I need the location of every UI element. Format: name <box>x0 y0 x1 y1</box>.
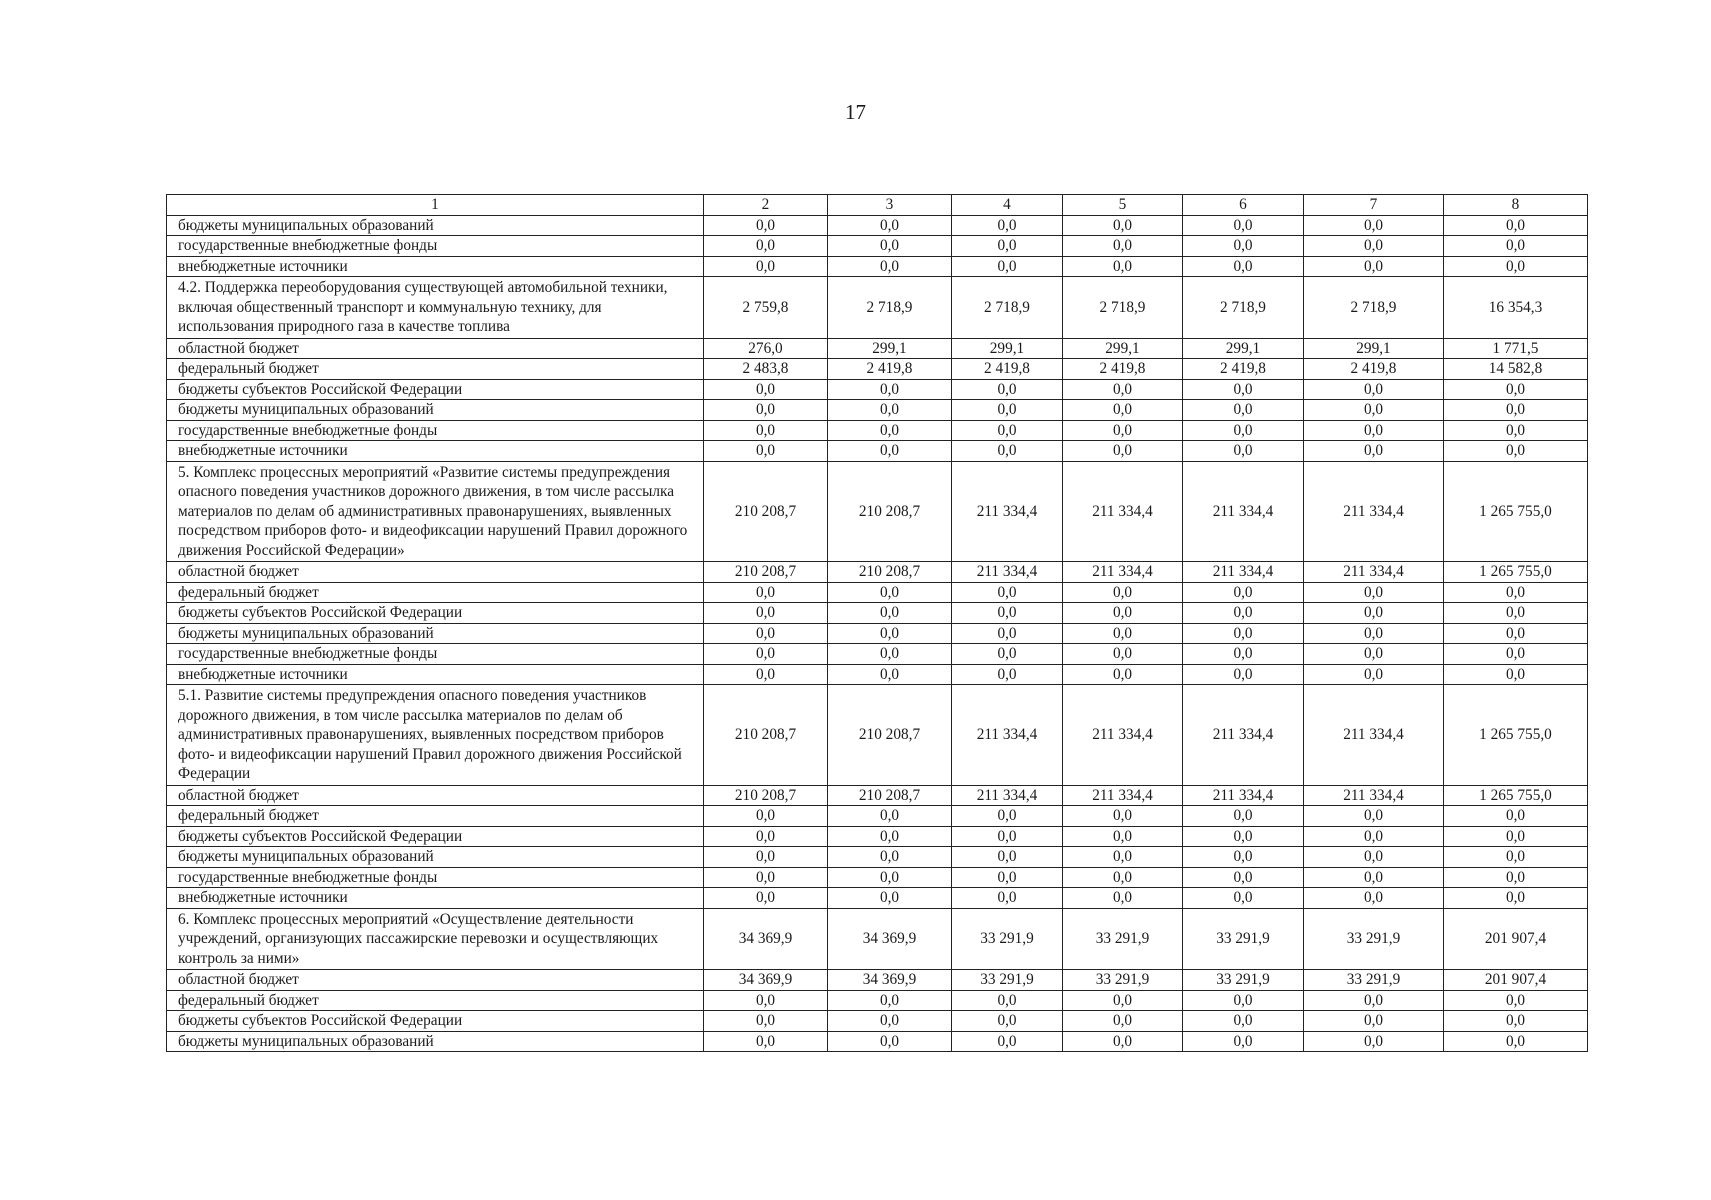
table-row <box>167 1031 1588 1052</box>
row-value: 0,0 <box>1183 867 1304 888</box>
row-value: 299,1 <box>828 338 952 359</box>
row-value: 0,0 <box>1063 603 1183 624</box>
row-value: 211 334,4 <box>1304 685 1444 786</box>
row-value: 0,0 <box>1444 990 1588 1011</box>
table-body <box>167 195 1588 1052</box>
row-value: 0,0 <box>1183 806 1304 827</box>
row-value: 0,0 <box>704 664 828 685</box>
row-value: 210 208,7 <box>828 785 952 806</box>
row-value: 0,0 <box>1183 215 1304 236</box>
header-row <box>167 195 1588 216</box>
table-row <box>167 359 1588 380</box>
row-value: 0,0 <box>828 847 952 868</box>
header-cell: 6 <box>1183 195 1304 216</box>
table-row <box>167 441 1588 462</box>
budget-table <box>166 194 1588 1052</box>
table-row <box>167 685 1588 786</box>
row-value: 0,0 <box>1183 990 1304 1011</box>
table-row <box>167 236 1588 257</box>
row-label: областной бюджет <box>167 970 704 991</box>
table-row <box>167 562 1588 583</box>
header-cell: 5 <box>1063 195 1183 216</box>
row-value: 0,0 <box>1444 379 1588 400</box>
row-value: 0,0 <box>1444 623 1588 644</box>
row-value: 2 759,8 <box>704 277 828 339</box>
row-value: 0,0 <box>1063 1031 1183 1052</box>
table-row <box>167 277 1588 339</box>
row-value: 0,0 <box>704 867 828 888</box>
row-value: 0,0 <box>704 847 828 868</box>
row-value: 0,0 <box>704 644 828 665</box>
row-value: 0,0 <box>1304 582 1444 603</box>
row-label: бюджеты субъектов Российской Федерации <box>167 379 704 400</box>
row-value: 0,0 <box>1183 400 1304 421</box>
row-value: 0,0 <box>828 400 952 421</box>
row-value: 211 334,4 <box>1304 461 1444 562</box>
row-value: 211 334,4 <box>1304 562 1444 583</box>
row-value: 201 907,4 <box>1444 908 1588 970</box>
row-value: 0,0 <box>1444 420 1588 441</box>
row-value: 0,0 <box>1444 847 1588 868</box>
row-value: 0,0 <box>1063 826 1183 847</box>
row-label: 5.1. Развитие системы предупреждения опасного поведения участников дорожного движения, в том числе рассылка материалов по делам об административных правонарушениях, выявленных посредством приборов фото- и видеофиксации нарушений Правил дорожного движения Российской Федерации <box>167 685 704 786</box>
row-value: 0,0 <box>1063 806 1183 827</box>
row-label: государственные внебюджетные фонды <box>167 867 704 888</box>
row-value: 201 907,4 <box>1444 970 1588 991</box>
row-value: 0,0 <box>704 215 828 236</box>
row-value: 0,0 <box>1304 990 1444 1011</box>
row-value: 0,0 <box>952 888 1063 909</box>
row-value: 0,0 <box>952 990 1063 1011</box>
row-value: 210 208,7 <box>828 562 952 583</box>
row-value: 0,0 <box>1063 623 1183 644</box>
table-row <box>167 603 1588 624</box>
row-value: 0,0 <box>1304 847 1444 868</box>
row-label: государственные внебюджетные фонды <box>167 420 704 441</box>
row-value: 0,0 <box>1183 664 1304 685</box>
row-value: 34 369,9 <box>828 908 952 970</box>
row-value: 0,0 <box>1304 826 1444 847</box>
row-value: 211 334,4 <box>952 562 1063 583</box>
row-value: 2 419,8 <box>1183 359 1304 380</box>
row-value: 0,0 <box>1444 1011 1588 1032</box>
row-value: 2 419,8 <box>952 359 1063 380</box>
table-row <box>167 908 1588 970</box>
row-value: 0,0 <box>952 847 1063 868</box>
row-value: 0,0 <box>952 623 1063 644</box>
row-value: 0,0 <box>704 236 828 257</box>
row-value: 2 718,9 <box>1183 277 1304 339</box>
row-label: внебюджетные источники <box>167 256 704 277</box>
row-value: 0,0 <box>952 806 1063 827</box>
table-row <box>167 420 1588 441</box>
table-row <box>167 256 1588 277</box>
row-value: 0,0 <box>1183 582 1304 603</box>
row-label: бюджеты субъектов Российской Федерации <box>167 826 704 847</box>
row-value: 2 419,8 <box>1304 359 1444 380</box>
row-value: 0,0 <box>1063 847 1183 868</box>
row-value: 0,0 <box>1304 236 1444 257</box>
page-number: 17 <box>845 100 866 124</box>
row-value: 0,0 <box>952 256 1063 277</box>
row-label: федеральный бюджет <box>167 806 704 827</box>
row-value: 0,0 <box>828 806 952 827</box>
row-value: 33 291,9 <box>1304 908 1444 970</box>
row-value: 0,0 <box>1063 867 1183 888</box>
row-value: 2 718,9 <box>1304 277 1444 339</box>
row-label: государственные внебюджетные фонды <box>167 644 704 665</box>
row-value: 0,0 <box>1063 644 1183 665</box>
row-value: 0,0 <box>704 990 828 1011</box>
row-value: 0,0 <box>1183 379 1304 400</box>
row-value: 0,0 <box>1444 441 1588 462</box>
row-value: 0,0 <box>704 806 828 827</box>
row-value: 33 291,9 <box>1304 970 1444 991</box>
header-cell: 7 <box>1304 195 1444 216</box>
row-value: 0,0 <box>1183 1011 1304 1032</box>
row-value: 0,0 <box>1444 1031 1588 1052</box>
row-value: 0,0 <box>1444 582 1588 603</box>
row-label: внебюджетные источники <box>167 441 704 462</box>
table-row <box>167 826 1588 847</box>
row-label: бюджеты субъектов Российской Федерации <box>167 603 704 624</box>
row-label: бюджеты муниципальных образований <box>167 1031 704 1052</box>
row-value: 0,0 <box>1304 379 1444 400</box>
table-row <box>167 338 1588 359</box>
row-value: 210 208,7 <box>704 461 828 562</box>
row-label: внебюджетные источники <box>167 888 704 909</box>
row-value: 33 291,9 <box>1183 970 1304 991</box>
row-label: государственные внебюджетные фонды <box>167 236 704 257</box>
row-value: 0,0 <box>952 664 1063 685</box>
row-value: 0,0 <box>828 441 952 462</box>
row-value: 0,0 <box>704 1011 828 1032</box>
table-row <box>167 379 1588 400</box>
row-value: 1 265 755,0 <box>1444 461 1588 562</box>
row-value: 210 208,7 <box>704 562 828 583</box>
row-value: 0,0 <box>1183 847 1304 868</box>
row-label: бюджеты муниципальных образований <box>167 400 704 421</box>
row-value: 0,0 <box>1183 644 1304 665</box>
row-label: областной бюджет <box>167 562 704 583</box>
row-value: 211 334,4 <box>1063 562 1183 583</box>
row-value: 210 208,7 <box>828 461 952 562</box>
row-value: 1 771,5 <box>1444 338 1588 359</box>
row-value: 0,0 <box>828 236 952 257</box>
row-value: 0,0 <box>828 603 952 624</box>
row-value: 0,0 <box>1444 664 1588 685</box>
row-value: 211 334,4 <box>1063 785 1183 806</box>
row-value: 0,0 <box>704 603 828 624</box>
row-value: 0,0 <box>1183 256 1304 277</box>
row-value: 0,0 <box>952 826 1063 847</box>
row-value: 0,0 <box>1444 256 1588 277</box>
row-value: 0,0 <box>828 256 952 277</box>
row-value: 0,0 <box>1304 1011 1444 1032</box>
row-value: 0,0 <box>1183 623 1304 644</box>
row-value: 0,0 <box>1444 215 1588 236</box>
row-label: бюджеты муниципальных образований <box>167 847 704 868</box>
table-row <box>167 461 1588 562</box>
row-value: 0,0 <box>1444 826 1588 847</box>
row-value: 211 334,4 <box>952 685 1063 786</box>
row-label: 6. Комплекс процессных мероприятий «Осуществление деятельности учреждений, организующих пассажирские перевозки и осуществляющих контроль за ними» <box>167 908 704 970</box>
table-row <box>167 970 1588 991</box>
table-row <box>167 664 1588 685</box>
row-value: 0,0 <box>1444 236 1588 257</box>
row-value: 0,0 <box>1183 888 1304 909</box>
row-value: 0,0 <box>704 1031 828 1052</box>
row-value: 0,0 <box>1444 888 1588 909</box>
header-cell: 3 <box>828 195 952 216</box>
row-value: 0,0 <box>952 1031 1063 1052</box>
row-value: 2 718,9 <box>1063 277 1183 339</box>
row-value: 299,1 <box>1183 338 1304 359</box>
row-value: 2 419,8 <box>1063 359 1183 380</box>
row-value: 0,0 <box>828 215 952 236</box>
row-value: 0,0 <box>1063 441 1183 462</box>
row-label: 5. Комплекс процессных мероприятий «Развитие системы предупреждения опасного поведения участников дорожного движения, в том числе рассылка материалов по делам об административных правонарушениях, выявленных посредством приборов фото- и видеофиксации нарушений Правил дорожного движения Российской Федерации» <box>167 461 704 562</box>
row-value: 0,0 <box>704 420 828 441</box>
row-label: внебюджетные источники <box>167 664 704 685</box>
row-value: 0,0 <box>704 582 828 603</box>
row-value: 0,0 <box>1444 400 1588 421</box>
row-value: 211 334,4 <box>1183 785 1304 806</box>
row-value: 211 334,4 <box>952 785 1063 806</box>
row-value: 0,0 <box>828 582 952 603</box>
row-value: 0,0 <box>828 1031 952 1052</box>
row-value: 0,0 <box>1304 215 1444 236</box>
row-value: 0,0 <box>952 644 1063 665</box>
row-value: 0,0 <box>952 215 1063 236</box>
row-value: 16 354,3 <box>1444 277 1588 339</box>
row-label: областной бюджет <box>167 338 704 359</box>
row-value: 0,0 <box>1063 379 1183 400</box>
row-value: 0,0 <box>1183 603 1304 624</box>
row-value: 0,0 <box>704 400 828 421</box>
row-value: 0,0 <box>704 256 828 277</box>
row-value: 0,0 <box>952 400 1063 421</box>
table-row <box>167 582 1588 603</box>
row-value: 210 208,7 <box>704 785 828 806</box>
row-value: 34 369,9 <box>704 970 828 991</box>
row-value: 0,0 <box>1063 1011 1183 1032</box>
row-value: 0,0 <box>704 888 828 909</box>
row-value: 33 291,9 <box>952 970 1063 991</box>
header-cell: 2 <box>704 195 828 216</box>
row-value: 0,0 <box>704 379 828 400</box>
row-value: 211 334,4 <box>1063 685 1183 786</box>
table-row <box>167 215 1588 236</box>
row-value: 0,0 <box>1183 420 1304 441</box>
row-value: 0,0 <box>1063 664 1183 685</box>
row-value: 0,0 <box>1183 441 1304 462</box>
header-cell: 4 <box>952 195 1063 216</box>
row-value: 2 718,9 <box>828 277 952 339</box>
row-value: 0,0 <box>1183 826 1304 847</box>
row-value: 0,0 <box>704 441 828 462</box>
table-row <box>167 806 1588 827</box>
row-value: 0,0 <box>1444 603 1588 624</box>
row-value: 0,0 <box>828 888 952 909</box>
row-value: 0,0 <box>1304 420 1444 441</box>
row-value: 211 334,4 <box>1063 461 1183 562</box>
row-value: 0,0 <box>952 1011 1063 1032</box>
row-value: 211 334,4 <box>952 461 1063 562</box>
row-value: 0,0 <box>828 644 952 665</box>
row-value: 0,0 <box>952 420 1063 441</box>
row-value: 34 369,9 <box>704 908 828 970</box>
row-value: 0,0 <box>1304 644 1444 665</box>
row-value: 0,0 <box>1183 1031 1304 1052</box>
row-value: 0,0 <box>828 1011 952 1032</box>
row-value: 0,0 <box>952 582 1063 603</box>
row-value: 34 369,9 <box>828 970 952 991</box>
table-row <box>167 990 1588 1011</box>
row-value: 0,0 <box>1063 888 1183 909</box>
table-row <box>167 785 1588 806</box>
row-value: 210 208,7 <box>704 685 828 786</box>
row-value: 211 334,4 <box>1183 461 1304 562</box>
row-value: 276,0 <box>704 338 828 359</box>
row-value: 1 265 755,0 <box>1444 785 1588 806</box>
table-row <box>167 644 1588 665</box>
row-value: 0,0 <box>1444 806 1588 827</box>
row-value: 0,0 <box>952 441 1063 462</box>
table-row <box>167 1011 1588 1032</box>
row-value: 0,0 <box>1063 420 1183 441</box>
row-value: 0,0 <box>1063 582 1183 603</box>
table-row <box>167 400 1588 421</box>
row-value: 211 334,4 <box>1183 562 1304 583</box>
row-value: 0,0 <box>1063 256 1183 277</box>
row-value: 0,0 <box>1304 623 1444 644</box>
row-value: 0,0 <box>1063 990 1183 1011</box>
row-value: 0,0 <box>704 826 828 847</box>
table-row <box>167 867 1588 888</box>
row-value: 0,0 <box>1444 644 1588 665</box>
row-value: 33 291,9 <box>952 908 1063 970</box>
row-value: 0,0 <box>952 603 1063 624</box>
table-row <box>167 623 1588 644</box>
row-value: 2 718,9 <box>952 277 1063 339</box>
row-value: 211 334,4 <box>1183 685 1304 786</box>
row-value: 0,0 <box>1063 236 1183 257</box>
row-label: федеральный бюджет <box>167 582 704 603</box>
row-value: 0,0 <box>828 826 952 847</box>
row-label: федеральный бюджет <box>167 990 704 1011</box>
row-label: 4.2. Поддержка переоборудования существующей автомобильной техники, включая общественный транспорт и коммунальную технику, для использования природного газа в качестве топлива <box>167 277 704 339</box>
row-value: 33 291,9 <box>1063 908 1183 970</box>
row-value: 0,0 <box>1304 603 1444 624</box>
row-value: 299,1 <box>1063 338 1183 359</box>
row-value: 0,0 <box>1304 867 1444 888</box>
row-value: 33 291,9 <box>1063 970 1183 991</box>
row-value: 0,0 <box>1304 806 1444 827</box>
row-value: 211 334,4 <box>1304 785 1444 806</box>
row-value: 0,0 <box>1183 236 1304 257</box>
row-value: 14 582,8 <box>1444 359 1588 380</box>
row-value: 0,0 <box>952 867 1063 888</box>
row-value: 0,0 <box>1304 441 1444 462</box>
row-value: 33 291,9 <box>1183 908 1304 970</box>
row-value: 1 265 755,0 <box>1444 562 1588 583</box>
row-value: 0,0 <box>828 990 952 1011</box>
row-label: бюджеты субъектов Российской Федерации <box>167 1011 704 1032</box>
row-value: 0,0 <box>952 236 1063 257</box>
table-row <box>167 888 1588 909</box>
row-value: 299,1 <box>952 338 1063 359</box>
row-value: 0,0 <box>1304 888 1444 909</box>
row-value: 210 208,7 <box>828 685 952 786</box>
row-value: 0,0 <box>952 379 1063 400</box>
row-value: 0,0 <box>1304 400 1444 421</box>
row-label: бюджеты муниципальных образований <box>167 623 704 644</box>
row-value: 0,0 <box>828 379 952 400</box>
row-value: 0,0 <box>828 867 952 888</box>
row-value: 0,0 <box>1304 1031 1444 1052</box>
row-value: 0,0 <box>828 664 952 685</box>
row-value: 299,1 <box>1304 338 1444 359</box>
row-value: 0,0 <box>704 623 828 644</box>
row-value: 0,0 <box>1063 400 1183 421</box>
row-value: 0,0 <box>1444 867 1588 888</box>
row-label: бюджеты муниципальных образований <box>167 215 704 236</box>
row-label: федеральный бюджет <box>167 359 704 380</box>
header-cell: 1 <box>167 195 704 216</box>
row-value: 0,0 <box>828 623 952 644</box>
row-value: 1 265 755,0 <box>1444 685 1588 786</box>
row-value: 2 483,8 <box>704 359 828 380</box>
header-cell: 8 <box>1444 195 1588 216</box>
row-value: 0,0 <box>828 420 952 441</box>
row-value: 0,0 <box>1304 664 1444 685</box>
row-value: 0,0 <box>1063 215 1183 236</box>
row-value: 2 419,8 <box>828 359 952 380</box>
row-value: 0,0 <box>1304 256 1444 277</box>
row-label: областной бюджет <box>167 785 704 806</box>
table-row <box>167 847 1588 868</box>
